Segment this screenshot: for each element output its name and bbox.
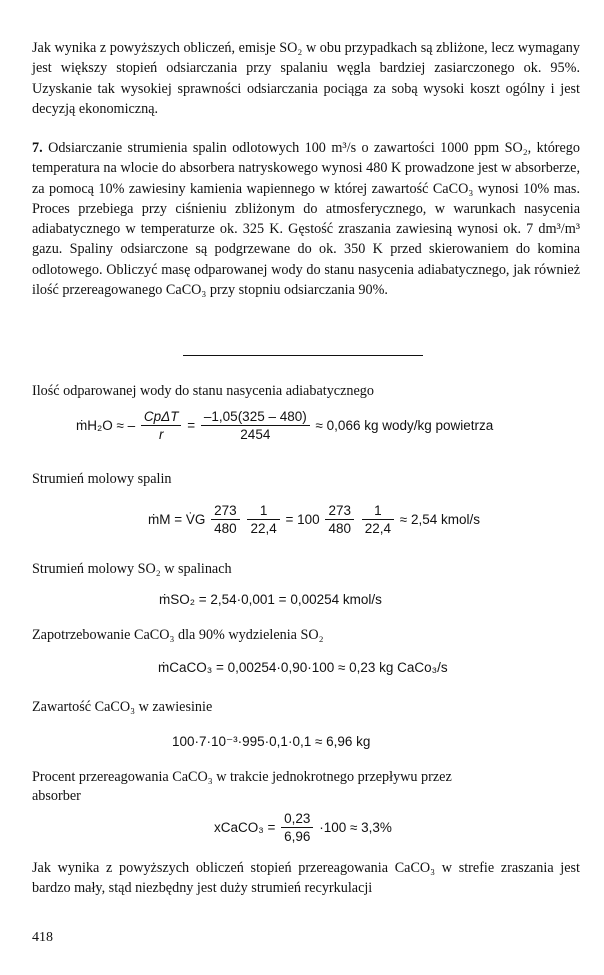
eq1-frac1-num: CpΔT [141,408,182,426]
problem-paragraph [32,138,580,300]
step5-label: Zawartość CaCO₃ w zawiesinie [32,699,213,715]
eq2-f3-den: 480 [328,521,351,536]
eq6-den: 6,96 [284,829,311,844]
equation-conversion [214,810,392,845]
equation-so2-flow: ṁSO₂ = 2,54·0,001 = 0,00254 kmol/s [159,592,382,607]
eq1-result: ≈ 0,066 kg wody/kg powietrza [315,418,494,433]
step2-label: Strumień molowy spalin [32,471,172,487]
step6-label-line2: absorber [32,788,81,804]
eq2-f1-den: 480 [214,521,237,536]
equation-water-evaporated [76,408,493,443]
eq2-f3-num: 273 [325,502,354,520]
section-divider [183,355,423,356]
eq1-equals: = [187,418,196,433]
eq2-mid: = 100 [285,512,320,527]
step4-label: Zapotrzebowanie CaCO₃ dla 90% wydzielenia SO₂ [32,627,324,643]
page-number: 418 [32,930,53,945]
eq6-num: 0,23 [281,810,313,828]
equation-caco3-content: 100·7·10⁻³·995·0,1·0,1 ≈ 6,96 kg [172,734,371,749]
eq6-result: ·100 ≈ 3,3% [319,820,392,835]
step3-label: Strumień molowy SO₂ w spalinach [32,561,232,577]
eq2-f4-num: 1 [362,502,394,520]
eq1-frac1-den: r [158,427,164,442]
eq2-f2-num: 1 [247,502,279,520]
step1-label: Ilość odparowanej wody do stanu nasycenia adiabatycznego [32,383,374,399]
eq1-frac2-num: –1,05(325 – 480) [201,408,310,426]
step6-label-line1: Procent przereagowania CaCO₃ w trakcie jednokrotnego przepływu przez [32,769,452,785]
eq2-f1-num: 273 [211,502,240,520]
equation-caco3-demand: ṁCaCO₃ = 0,00254·0,90·100 ≈ 0,23 kg CaCo₃/s [158,660,448,675]
equation-molar-flow [148,502,480,537]
eq2-result: ≈ 2,54 kmol/s [399,512,480,527]
eq1-frac2-den: 2454 [240,427,271,442]
closing-paragraph: Jak wynika z powyższych obliczeń stopień przereagowania CaCO₃ w strefie zraszania jest bardzo mały, stąd niezbędny jest duży strumień recyrkulacji [32,860,580,897]
eq6-lhs: xCaCO₃ = [214,820,276,835]
intro-paragraph: Jak wynika z powyższych obliczeń, emisje SO₂ w obu przypadkach są zbliżone, lecz wymagany jest większy stopień odsiarczania przy spalaniu węgla bardziej zasiarczonego ok. 95%. Uzyskanie tak wysokiej sprawności odsiarczania pociąga za sobą wysoki koszt ogólny i jest decyzją ekonomiczną. [32,40,580,117]
eq2-f4-den: 22,4 [364,521,392,536]
eq2-f2-den: 22,4 [250,521,277,536]
problem-number: 7. [32,140,43,156]
problem-text: Odsiarczanie strumienia spalin odlotowych 100 m³/s o zawartości 1000 ppm SO₂, którego temperatura na wlocie do absorbera natryskowego wynosi 480 K prowadzone jest w absorberze, za pomocą 10% zawiesiny kamienia wapiennego w której zawartość CaCO₃ wynosi 10% mas. Proces przebiega przy ciśnieniu zbliżonym do atmosferycznego, w warunkach nasycenia adiabatycznego w temperaturze ok. 325 K. Gęstość zraszania zawiesiną wynosi ok. 7 dm³/m³ gazu. Spaliny odsiarczone są podgrzewane do ok. 350 K przed skierowaniem do komina odlotowego. Obliczyć masę odparowanej wody do stanu nasycenia adiabatycznego, jak również ilość przereagowanego CaCO₃ przy stopniu odsiarczania 90%. [32,140,580,299]
eq2-lhs: ṁM = V̇G [148,512,206,527]
eq1-lhs: ṁH₂O ≈ – [76,418,136,433]
